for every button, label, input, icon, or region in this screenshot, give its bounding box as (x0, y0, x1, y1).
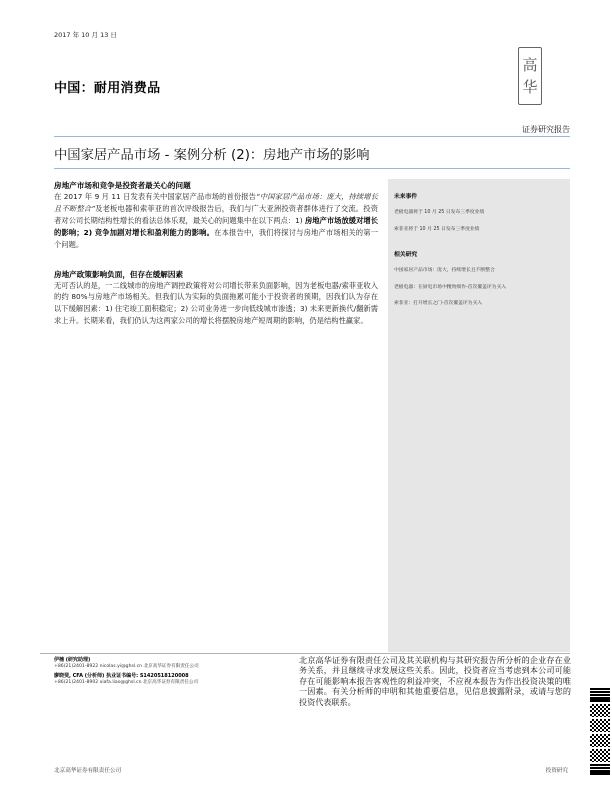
bottom-divider (40, 653, 570, 654)
disclaimer-text: 北京高华证券有限责任公司及其关联机构与其研究报告所分析的企业存在业务关系，并且继续寻求发展这些关系。因此，投资者应当考虑到本公司可能存在可能影响本报告客观性的利益冲突，不应视本报告为作出投资决策的唯一因素。有关分析师的申明和其他重要信息，见信息披露附录，或请与您的投资代表联系。 (299, 655, 571, 707)
barcode-icon (590, 688, 610, 784)
body-1-part-3: 及老板电器和索菲亚的首次评级报告后，我们与广大亚洲投资者群体进行了交流。投资者对公司长期结构性增长的看法总体乐观，最关心的问题集中在以下两点：1) (54, 203, 378, 225)
analyst-contact[interactable]: +86(21)2401-8922 nicolas.yi@ghsl.cn 北京高华证券有限责任公司 (54, 663, 199, 669)
report-title: 中国家居产品市场 - 案例分析 (2)：房地产市场的影响 (54, 148, 370, 163)
analyst-name: 廖晓斐, CFA (分析师) 执业证书编号: S1420518120008 (54, 673, 189, 679)
title-divider (54, 168, 570, 169)
body-1-part-4: 房地产市场放缓对增长的影响；2) 竞争加剧对增长和盈利能力的影响。 (54, 215, 378, 237)
main-content (54, 180, 378, 327)
sidebar-panel (388, 179, 570, 652)
body-1-part-2: “中国家居产品市场：庞大，持续增长且不断整合” (54, 192, 378, 213)
section-heading-2: 房地产政策影响负面，但存在缓解因素 (54, 269, 184, 279)
related-research-heading: 相关研究 (394, 252, 418, 258)
related-research-link[interactable]: 中国家居产品市场：庞大，持续增长且不断整合 (394, 268, 495, 273)
related-research-link[interactable]: 索菲亚：打开增长之门-首次覆盖评为买入 (394, 301, 483, 306)
logo-char-2: 华 (522, 78, 538, 96)
report-date: 2017 年 10 月 13 日 (54, 31, 117, 39)
analyst-name: 伊楠 (研究助理) (54, 657, 91, 663)
logo-char-1: 高 (522, 56, 538, 74)
body-1-part-5: 在本报告中，我们将探讨与房地产市场相关的第一个问题。 (54, 227, 379, 249)
upcoming-event-item: 索菲亚将于 10 月 25 日发布三季度业绩 (394, 226, 480, 232)
upcoming-event-item: 老板电器将于 10 月 25 日发布三季度业绩 (394, 210, 485, 215)
footer-section: 投资研究 (545, 768, 568, 774)
report-type-label: 证券研究报告 (522, 125, 570, 134)
analyst-contact[interactable]: +86(21)2401-8902 xiafa.liao@ghsl.cn 北京高华证券有限责任公司 (54, 679, 199, 685)
gaohua-logo-icon (518, 47, 542, 105)
body-2-part-1: 无可否认的是，一二线城市的房地产调控政策将对公司增长带来负面影响，因为老板电器/索菲亚收入的约 80%与房地产市场相关。但我们认为实际的负面拖累可能小于投资者的预期，因我们认为存在以下缓解因素：1) 住宅竣工面积稳定；2) 公司业务进一步向低线城市渗透；3) 未来更新换代/翻新需求上升。长期来看，我们仍认为这两家公司的增长将摆脱房地产短周期的影响，仍是结构性赢家。 (54, 280, 378, 326)
related-research-link[interactable]: 老板电器：在厨电市场中精致细作-首次覆盖评为买入 (394, 284, 507, 290)
footer-company: 北京高华证券有限责任公司 (54, 768, 122, 774)
section-body-2 (54, 280, 378, 328)
header-divider (54, 136, 570, 137)
body-1-part-1: 在 2017 年 9 月 11 日发表有关中国家居产品市场的首份报告 (54, 192, 257, 201)
section-body-1 (54, 191, 378, 251)
section-heading-1: 房地产市场和竞争是投资者最关心的问题 (54, 181, 191, 190)
sector-title: 中国：耐用消费品 (54, 81, 161, 96)
analyst-list (54, 657, 294, 689)
upcoming-events-heading: 未来事件 (394, 194, 418, 200)
